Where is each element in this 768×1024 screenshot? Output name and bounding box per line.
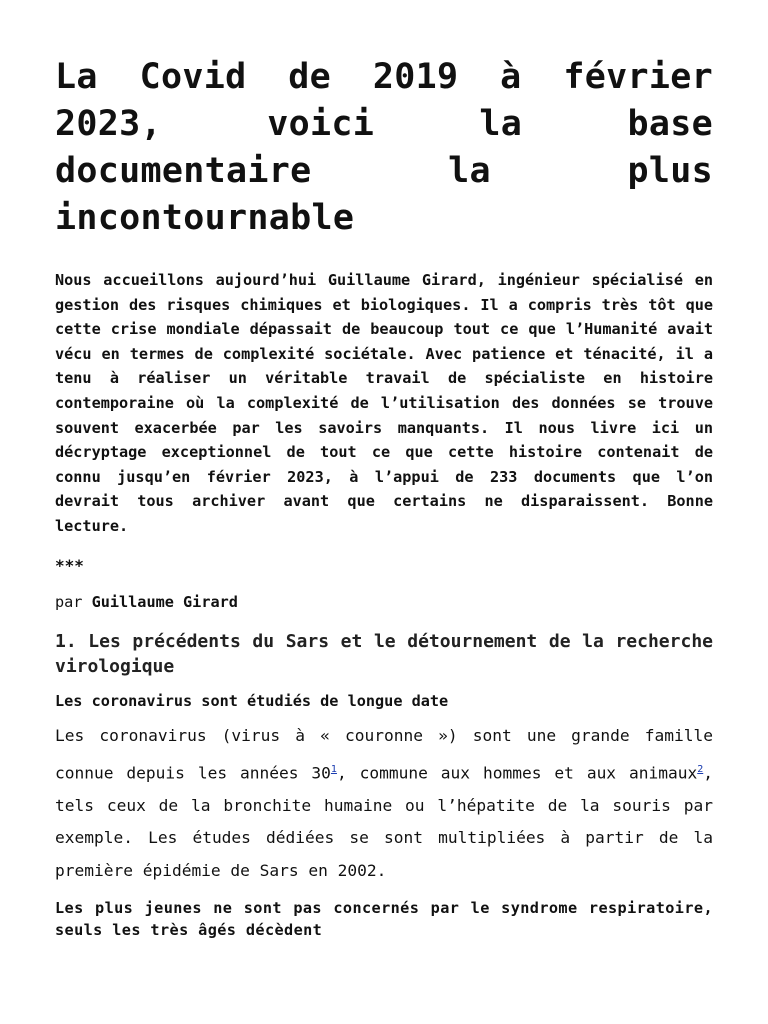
article-title: La Covid de 2019 à février 2023, voici la base documentaire la plus incontournable [55,57,713,238]
article-lead: Nous accueillons aujourd’hui Guillaume Girard, ingénieur spécialisé en gestion des risques chimiques et biologiques. Il a compris très tôt que cette crise mondiale dépassait de beaucoup tout ce que l’Humanité avait vécu en termes de complexité sociétale. Avec patience et ténacité, il a tenu à réaliser un véritable travail de spécialiste en histoire contemporaine où la complexité de l’utilisation des données se trouve souvent exacerbée par les savoirs manquants. Il nous livre ici un décryptage exceptionnel de tout ce que cette histoire contenait de connu jusqu’en février 2023, à l’appui de 233 documents que l’on devrait tous archiver avant que certains ne disparaissent. Bonne lecture. [55,271,713,535]
paragraph-text-1: Les coronavirus (virus à « couronne ») sont une grande famille connue depuis les années 30 [55,725,713,783]
subsection-heading-2: Les plus jeunes ne sont pas concernés par le syndrome respiratoire, seuls les très âgés décèdent [55,899,713,940]
byline [55,591,713,613]
body-paragraph [55,720,713,888]
paragraph-text-3: , tels ceux de la bronchite humaine ou l’hépatite de la souris par exemple. Les études dédiées se sont multipliées à partir de la première épidémie de Sars en 2002. [55,763,713,880]
footnote-link-1[interactable]: 1 [330,764,337,776]
paragraph-text-2: , commune aux hommes et aux animaux [336,763,698,783]
subsection-heading: Les coronavirus sont étudiés de longue date [55,691,449,710]
byline-prefix: par [55,592,83,611]
byline-author: Guillaume Girard [91,592,238,611]
section-heading: 1. Les précédents du Sars et le détournement de la recherche virologique [55,630,713,677]
footnote-link-2[interactable]: 2 [697,764,704,776]
section-separator: *** [55,555,84,575]
